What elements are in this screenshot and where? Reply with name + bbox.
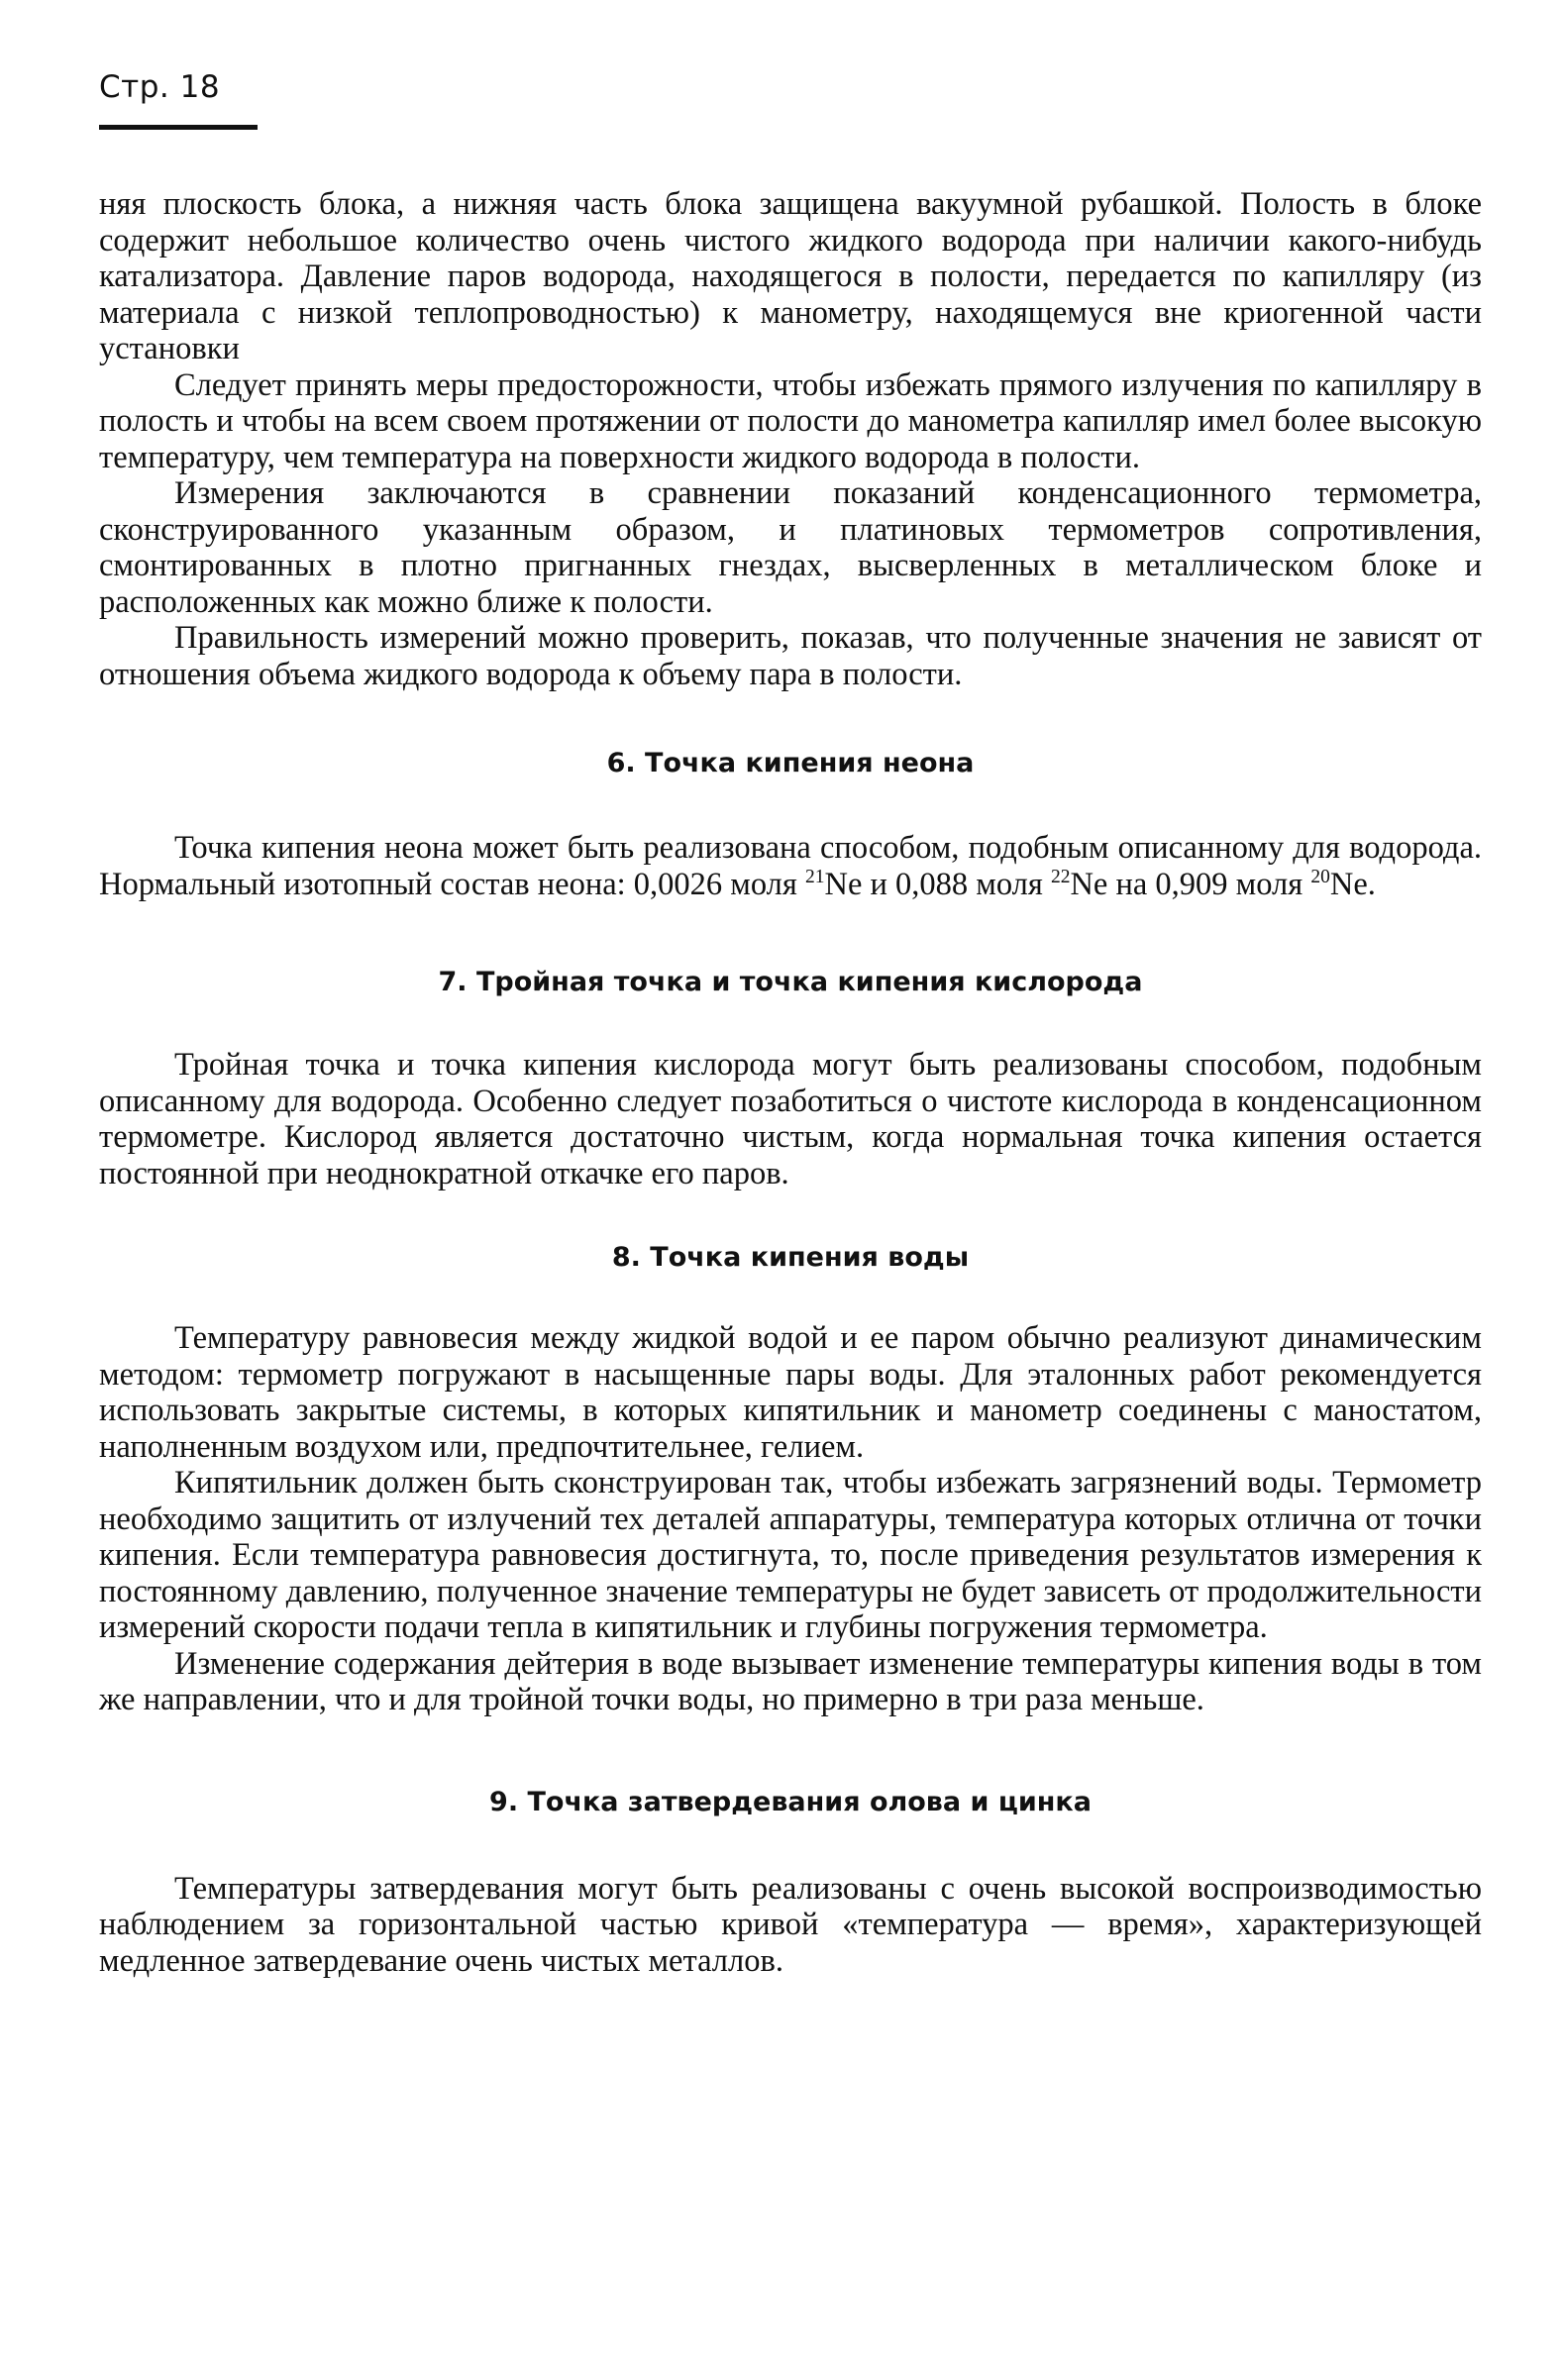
- neon-text-b: Ne и 0,088 моля: [824, 866, 1051, 902]
- neon-text-a: Точка кипения неона может быть реализована способом, подобным описанному для водорода. Нормальный изотопный состав неона: 0,0026 моля: [99, 830, 1482, 902]
- intro-paragraph-3: Измерения заключаются в сравнении показаний конденсационного термометра, сконструированного указанным образом, и платиновых термометров сопротивления, смонтированных в плотно пригнанных гнездах, высверленных в металлическом блоке и расположенных как можно ближе к полости.: [99, 475, 1482, 620]
- header-rule: [99, 125, 258, 130]
- intro-paragraph-1: няя плоскость блока, а нижняя часть блока защищена вакуумной рубашкой. Полость в блоке содержит небольшое количество очень чистого жидкого водорода при наличии какого-нибудь катализатора. Давление паров водорода, находящегося в полости, передается по капилляру (из материала с низкой теплопроводностью) к манометру, находящемуся вне криогенной части установки: [99, 186, 1482, 366]
- section-8-heading: 8. Точка кипения воды: [611, 1242, 970, 1273]
- intro-paragraph-2: Следует принять меры предосторожности, чтобы избежать прямого излучения по капилляру в полость и чтобы на всем своем протяжении от полости до манометра капилляр имел более высокую температуру, чем температура на поверхности жидкого водорода в полости.: [99, 366, 1482, 475]
- isotope-22-mass: 22: [1050, 866, 1071, 887]
- section-9-heading: 9. Точка затвердевания олова и цинка: [489, 1786, 1092, 1817]
- isotope-21-mass: 21: [804, 866, 825, 887]
- section-8-paragraph-3: Изменение содержания дейтерия в воде вызывает изменение температуры кипения воды в том же направлении, что и для тройной точки воды, но примерно в три раза меньше.: [99, 1645, 1482, 1717]
- neon-text-c: Ne на 0,909 моля: [1070, 866, 1311, 902]
- neon-text-d: Ne.: [1329, 866, 1376, 902]
- section-7-paragraph: Тройная точка и точка кипения кислорода могут быть реализованы способом, подобным описанному для водорода. Особенно следует позаботиться о чистоте кислорода в конденсационном термометре. Кислород является достаточно чистым, когда нормальная точка кипения остается постоянной при неоднократной откачке его паров.: [99, 1047, 1482, 1191]
- section-8-paragraph-1: Температуру равновесия между жидкой водой и ее паром обычно реализуют динамическим методом: термометр погружают в насыщенные пары воды. Для эталонных работ рекомендуется использовать закрытые системы, в которых кипятильник и манометр соединены с маностатом, наполненным воздухом или, предпочтительнее, гелием.: [99, 1320, 1482, 1465]
- section-7-heading: 7. Тройная точка и точка кипения кислорода: [438, 967, 1143, 997]
- isotope-20-mass: 20: [1310, 866, 1330, 887]
- section-8-paragraph-2: Кипятильник должен быть сконструирован так, чтобы избежать загрязнений воды. Термометр необходимо защитить от излучений тех деталей аппаратуры, температура которых отлична от точки кипения. Если температура равновесия достигнута, то, после приведения результатов измерения к постоянному давлению, полученное значение температуры не будет зависеть от продолжительности измерений скорости подачи тепла в кипятильник и глубины погружения термометра.: [99, 1465, 1482, 1645]
- section-9-paragraph: Температуры затвердевания могут быть реализованы с очень высокой воспроизводимостью наблюдением за горизонтальной частью кривой «температура — время», характеризующей медленное затвердевание очень чистых металлов.: [99, 1870, 1482, 1979]
- intro-paragraph-4: Правильность измерений можно проверить, показав, что полученные значения не зависят от отношения объема жидкого водорода к объему пара в полости.: [99, 620, 1482, 692]
- page-body: [99, 186, 1482, 1979]
- section-6-heading: 6. Точка кипения неона: [606, 748, 975, 778]
- page-number: Стр. 18: [99, 69, 221, 105]
- section-6-paragraph: [99, 830, 1482, 902]
